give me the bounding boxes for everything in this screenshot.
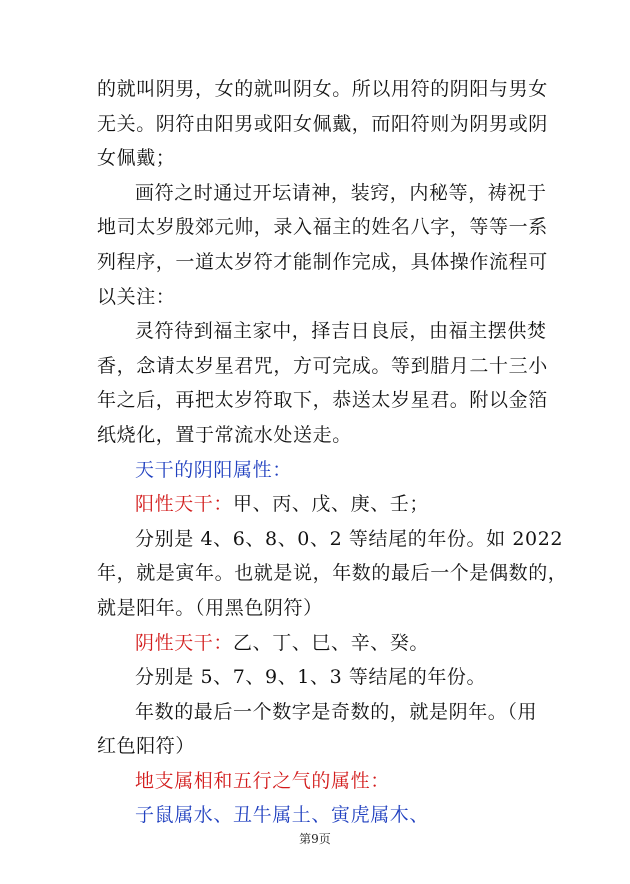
body-line: 无关。阴符由阳男或阳女佩戴，而阳符则为阴男或阴 — [97, 112, 548, 135]
yang-stems-line — [97, 487, 549, 522]
section-heading — [97, 764, 549, 799]
yang-stems-label: 阳性天干： — [135, 493, 234, 516]
body-line: 以关注： — [97, 285, 176, 308]
zodiac-elements-text: 子鼠属水、丑牛属土、寅虎属木、 — [135, 804, 430, 827]
body-line: 年，就是寅年。也就是说，年数的最后一个是偶数的， — [97, 562, 568, 585]
paragraph-start-line: 画符之时通过开坛请神，装窍，内秘等，祷祝于 — [135, 181, 547, 204]
section-heading-text: 地支属相和五行之气的属性： — [135, 769, 390, 792]
yin-stems-line — [97, 626, 549, 661]
paragraph-start-line: 灵符待到福主家中，择吉日良辰，由福主摆供焚 — [135, 320, 547, 343]
section-heading — [97, 453, 549, 488]
yang-stems-values: 甲、丙、戊、庚、壬； — [233, 493, 430, 516]
yin-stems-label: 阴性天干： — [135, 631, 234, 654]
paragraph-start-line: 年数的最后一个数字是奇数的，就是阴年。（用 — [135, 700, 538, 723]
body-line: 香，念请太岁星君咒，方可完成。等到腊月二十三小 — [97, 354, 548, 377]
body-line: 地司太岁殷郊元帅，录入福主的姓名八字，等等一系 — [97, 216, 548, 239]
body-line: 年之后，再把太岁符取下，恭送太岁星君。附以金箔 — [97, 389, 548, 412]
section-heading-text: 天干的阴阳属性： — [135, 458, 292, 481]
body-line: 女佩戴； — [97, 147, 176, 170]
paragraph-start-line: 分别是 4、6、8、0、2 等结尾的年份。如 2022 — [135, 527, 564, 550]
yin-stems-values: 乙、丁、巳、辛、癸。 — [233, 631, 430, 654]
body-line: 的就叫阴男，女的就叫阴女。所以用符的阴阳与男女 — [97, 78, 548, 100]
zodiac-elements-line — [97, 798, 549, 833]
body-line: 就是阳年。（用黑色阴符） — [97, 596, 323, 619]
body-line: 红色阳符） — [97, 735, 196, 758]
page-number: 第9页 — [299, 832, 331, 846]
body-line: 列程序，一道太岁符才能制作完成，具体操作流程可 — [97, 250, 548, 273]
document-body — [97, 72, 568, 833]
paragraph-start-line: 分别是 5、7、9、1、3 等结尾的年份。 — [135, 666, 487, 689]
body-line: 纸烧化，置于常流水处送走。 — [97, 423, 352, 446]
